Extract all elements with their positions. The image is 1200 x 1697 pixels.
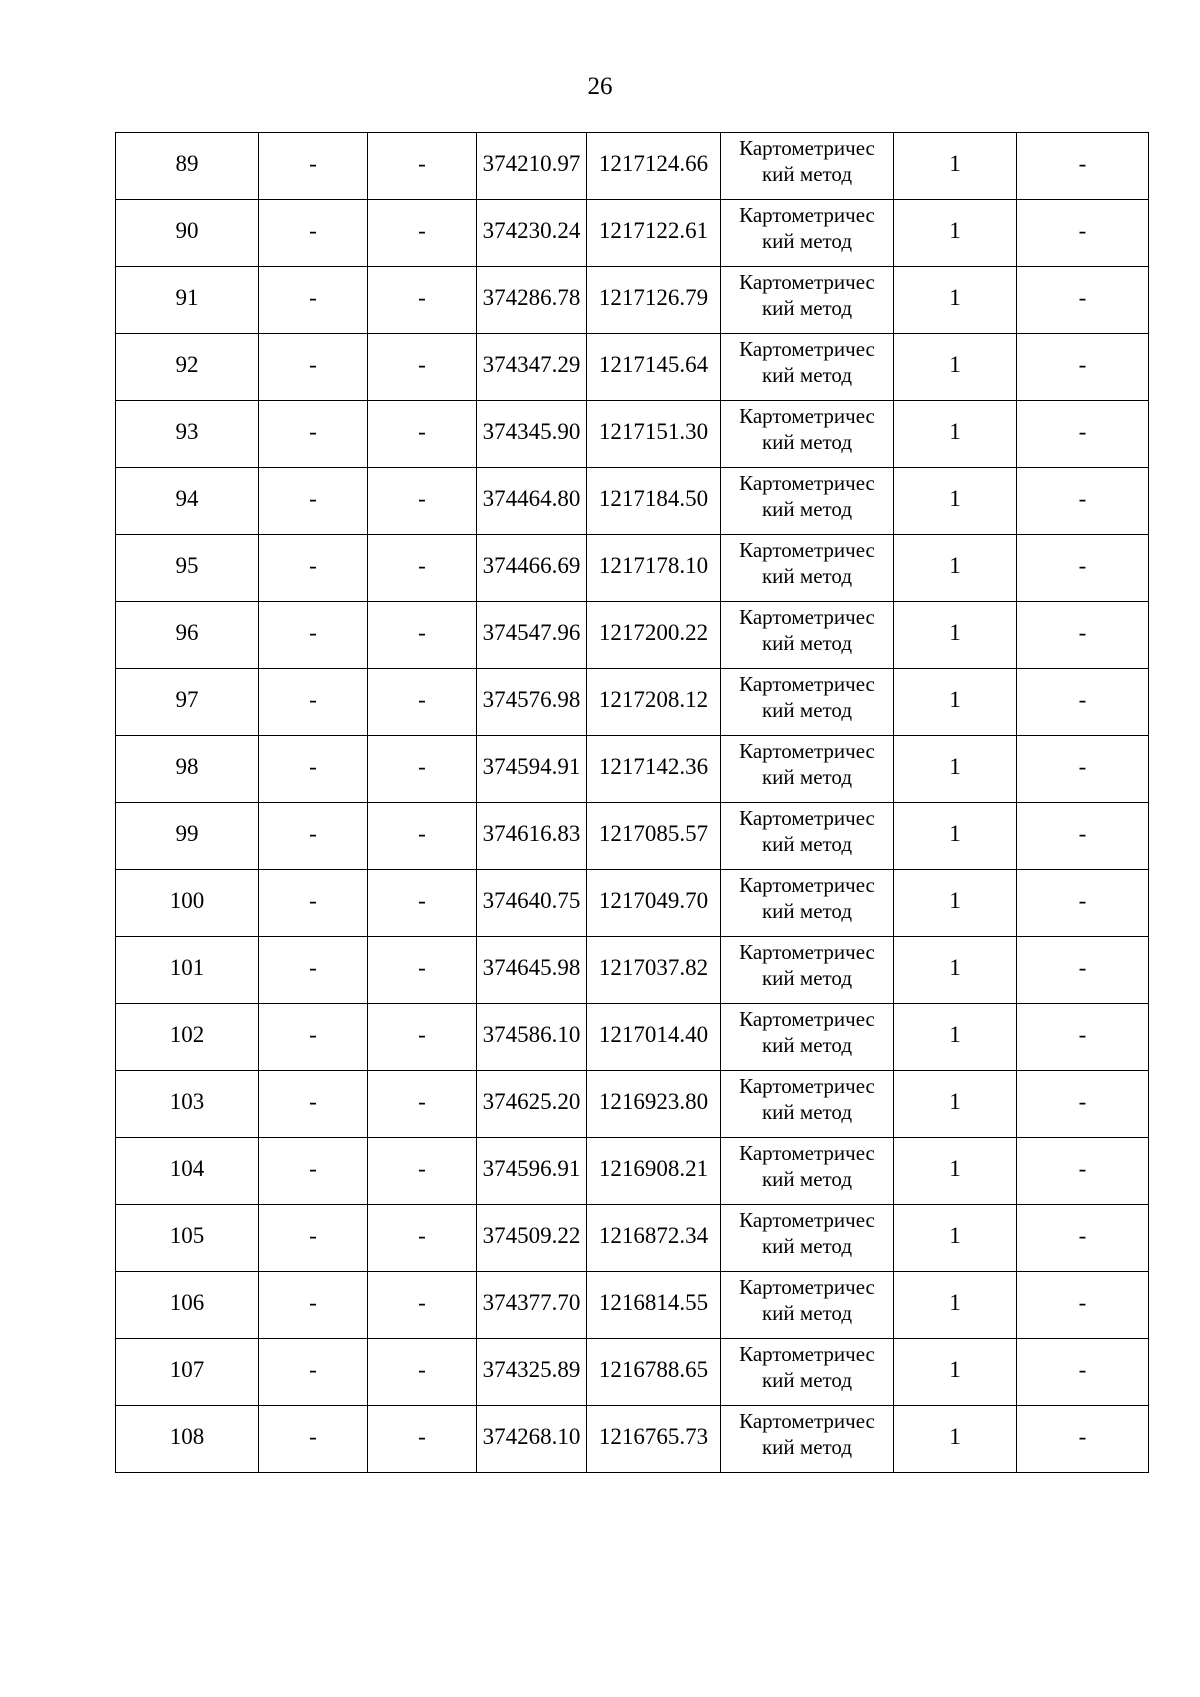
method-line-1: Картометричес: [739, 605, 875, 629]
table-row: [116, 669, 1149, 736]
method-line-1: Картометричес: [739, 1208, 875, 1232]
empty-column-3-cell: -: [368, 870, 477, 937]
x-coordinate-cell: 374268.10: [477, 1406, 587, 1473]
empty-column-3-cell: -: [368, 1138, 477, 1205]
x-coordinate-cell: 374377.70: [477, 1272, 587, 1339]
empty-column-3-cell: -: [368, 468, 477, 535]
y-coordinate-cell: 1217126.79: [587, 267, 721, 334]
point-number-cell: 101: [116, 937, 259, 1004]
x-coordinate-cell: 374230.24: [477, 200, 587, 267]
empty-column-2-cell: -: [259, 937, 368, 1004]
accuracy-cell: 1: [894, 803, 1017, 870]
method-cell: [721, 1205, 894, 1272]
accuracy-cell: 1: [894, 1339, 1017, 1406]
method-cell: [721, 736, 894, 803]
table-row: [116, 736, 1149, 803]
table-row: [116, 1138, 1149, 1205]
table-row: [116, 401, 1149, 468]
x-coordinate-cell: 374594.91: [477, 736, 587, 803]
empty-column-2-cell: -: [259, 1138, 368, 1205]
method-line-1: Картометричес: [739, 471, 875, 495]
method-line-2: кий метод: [761, 631, 853, 655]
x-coordinate-cell: 374645.98: [477, 937, 587, 1004]
method-cell: [721, 1138, 894, 1205]
accuracy-cell: 1: [894, 133, 1017, 200]
method-line-1: Картометричес: [739, 806, 875, 830]
empty-column-2-cell: -: [259, 535, 368, 602]
empty-column-2-cell: -: [259, 133, 368, 200]
x-coordinate-cell: 374286.78: [477, 267, 587, 334]
point-number-cell: 95: [116, 535, 259, 602]
description-cell: -: [1017, 133, 1149, 200]
y-coordinate-cell: 1216908.21: [587, 1138, 721, 1205]
table-row: [116, 1339, 1149, 1406]
table-row: [116, 1205, 1149, 1272]
method-line-2: кий метод: [761, 497, 853, 521]
empty-column-3-cell: -: [368, 133, 477, 200]
description-cell: -: [1017, 937, 1149, 1004]
method-cell: [721, 937, 894, 1004]
accuracy-cell: 1: [894, 870, 1017, 937]
point-number-cell: 108: [116, 1406, 259, 1473]
method-line-1: Картометричес: [739, 1409, 875, 1433]
point-number-cell: 90: [116, 200, 259, 267]
method-cell: [721, 602, 894, 669]
page-number: 26: [587, 73, 613, 100]
empty-column-3-cell: -: [368, 1071, 477, 1138]
method-cell: [721, 468, 894, 535]
x-coordinate-cell: 374576.98: [477, 669, 587, 736]
method-line-1: Картометричес: [739, 270, 875, 294]
x-coordinate-cell: 374466.69: [477, 535, 587, 602]
y-coordinate-cell: 1217124.66: [587, 133, 721, 200]
description-cell: -: [1017, 1272, 1149, 1339]
table-row: [116, 468, 1149, 535]
table-row: [116, 535, 1149, 602]
method-line-2: кий метод: [761, 1167, 853, 1191]
method-line-1: Картометричес: [739, 538, 875, 562]
description-cell: -: [1017, 870, 1149, 937]
method-line-1: Картометричес: [739, 203, 875, 227]
method-line-2: кий метод: [761, 1033, 853, 1057]
method-line-2: кий метод: [761, 698, 853, 722]
method-cell: [721, 200, 894, 267]
method-line-1: Картометричес: [739, 1141, 875, 1165]
y-coordinate-cell: 1216872.34: [587, 1205, 721, 1272]
table-row: [116, 602, 1149, 669]
accuracy-cell: 1: [894, 937, 1017, 1004]
method-line-2: кий метод: [761, 966, 853, 990]
empty-column-3-cell: -: [368, 1004, 477, 1071]
method-line-2: кий метод: [761, 162, 853, 186]
accuracy-cell: 1: [894, 1138, 1017, 1205]
method-line-2: кий метод: [761, 1301, 853, 1325]
empty-column-2-cell: -: [259, 267, 368, 334]
y-coordinate-cell: 1217049.70: [587, 870, 721, 937]
y-coordinate-cell: 1217178.10: [587, 535, 721, 602]
accuracy-cell: 1: [894, 468, 1017, 535]
method-line-1: Картометричес: [739, 672, 875, 696]
y-coordinate-cell: 1217145.64: [587, 334, 721, 401]
method-line-2: кий метод: [761, 1100, 853, 1124]
empty-column-3-cell: -: [368, 937, 477, 1004]
empty-column-3-cell: -: [368, 1339, 477, 1406]
accuracy-cell: 1: [894, 401, 1017, 468]
method-line-2: кий метод: [761, 1368, 853, 1392]
method-cell: [721, 133, 894, 200]
empty-column-2-cell: -: [259, 1272, 368, 1339]
empty-column-3-cell: -: [368, 803, 477, 870]
empty-column-3-cell: -: [368, 736, 477, 803]
table-row: [116, 1406, 1149, 1473]
description-cell: -: [1017, 401, 1149, 468]
x-coordinate-cell: 374596.91: [477, 1138, 587, 1205]
method-cell: [721, 803, 894, 870]
point-number-cell: 104: [116, 1138, 259, 1205]
method-cell: [721, 1406, 894, 1473]
description-cell: -: [1017, 200, 1149, 267]
method-line-2: кий метод: [761, 363, 853, 387]
empty-column-3-cell: -: [368, 1406, 477, 1473]
point-number-cell: 89: [116, 133, 259, 200]
empty-column-2-cell: -: [259, 401, 368, 468]
accuracy-cell: 1: [894, 267, 1017, 334]
empty-column-3-cell: -: [368, 1272, 477, 1339]
x-coordinate-cell: 374347.29: [477, 334, 587, 401]
y-coordinate-cell: 1217085.57: [587, 803, 721, 870]
accuracy-cell: 1: [894, 602, 1017, 669]
description-cell: -: [1017, 1071, 1149, 1138]
method-line-2: кий метод: [761, 1234, 853, 1258]
empty-column-3-cell: -: [368, 200, 477, 267]
point-number-cell: 107: [116, 1339, 259, 1406]
table-body: [116, 133, 1149, 1473]
accuracy-cell: 1: [894, 1406, 1017, 1473]
table-row: [116, 334, 1149, 401]
y-coordinate-cell: 1217122.61: [587, 200, 721, 267]
method-line-1: Картометричес: [739, 1275, 875, 1299]
method-cell: [721, 1071, 894, 1138]
method-line-2: кий метод: [761, 229, 853, 253]
method-cell: [721, 1339, 894, 1406]
empty-column-2-cell: -: [259, 334, 368, 401]
method-line-1: Картометричес: [739, 873, 875, 897]
point-number-cell: 102: [116, 1004, 259, 1071]
point-number-cell: 105: [116, 1205, 259, 1272]
accuracy-cell: 1: [894, 200, 1017, 267]
method-line-1: Картометричес: [739, 739, 875, 763]
table-row: [116, 267, 1149, 334]
point-number-cell: 93: [116, 401, 259, 468]
point-number-cell: 100: [116, 870, 259, 937]
table-row: [116, 803, 1149, 870]
empty-column-2-cell: -: [259, 669, 368, 736]
method-cell: [721, 1272, 894, 1339]
method-cell: [721, 401, 894, 468]
method-cell: [721, 870, 894, 937]
table-row: [116, 200, 1149, 267]
x-coordinate-cell: 374464.80: [477, 468, 587, 535]
empty-column-3-cell: -: [368, 401, 477, 468]
accuracy-cell: 1: [894, 535, 1017, 602]
point-number-cell: 98: [116, 736, 259, 803]
method-line-1: Картометричес: [739, 136, 875, 160]
x-coordinate-cell: 374210.97: [477, 133, 587, 200]
description-cell: -: [1017, 1339, 1149, 1406]
accuracy-cell: 1: [894, 669, 1017, 736]
method-line-1: Картометричес: [739, 1342, 875, 1366]
method-line-2: кий метод: [761, 832, 853, 856]
table-row: [116, 870, 1149, 937]
y-coordinate-cell: 1216814.55: [587, 1272, 721, 1339]
table-row: [116, 937, 1149, 1004]
y-coordinate-cell: 1217208.12: [587, 669, 721, 736]
method-line-1: Картометричес: [739, 940, 875, 964]
empty-column-2-cell: -: [259, 870, 368, 937]
y-coordinate-cell: 1217142.36: [587, 736, 721, 803]
description-cell: -: [1017, 267, 1149, 334]
point-number-cell: 103: [116, 1071, 259, 1138]
table-row: [116, 133, 1149, 200]
point-number-cell: 94: [116, 468, 259, 535]
description-cell: -: [1017, 468, 1149, 535]
method-cell: [721, 1004, 894, 1071]
x-coordinate-cell: 374625.20: [477, 1071, 587, 1138]
y-coordinate-cell: 1216788.65: [587, 1339, 721, 1406]
x-coordinate-cell: 374509.22: [477, 1205, 587, 1272]
method-line-2: кий метод: [761, 1435, 853, 1459]
y-coordinate-cell: 1217151.30: [587, 401, 721, 468]
x-coordinate-cell: 374325.89: [477, 1339, 587, 1406]
method-line-2: кий метод: [761, 296, 853, 320]
y-coordinate-cell: 1217184.50: [587, 468, 721, 535]
empty-column-2-cell: -: [259, 200, 368, 267]
coordinates-table: [115, 132, 1149, 1473]
method-line-1: Картометричес: [739, 1007, 875, 1031]
y-coordinate-cell: 1216765.73: [587, 1406, 721, 1473]
method-line-2: кий метод: [761, 765, 853, 789]
x-coordinate-cell: 374640.75: [477, 870, 587, 937]
empty-column-2-cell: -: [259, 803, 368, 870]
table-row: [116, 1071, 1149, 1138]
point-number-cell: 97: [116, 669, 259, 736]
y-coordinate-cell: 1217037.82: [587, 937, 721, 1004]
point-number-cell: 96: [116, 602, 259, 669]
method-cell: [721, 334, 894, 401]
x-coordinate-cell: 374547.96: [477, 602, 587, 669]
accuracy-cell: 1: [894, 1071, 1017, 1138]
accuracy-cell: 1: [894, 1004, 1017, 1071]
method-line-2: кий метод: [761, 564, 853, 588]
x-coordinate-cell: 374345.90: [477, 401, 587, 468]
empty-column-3-cell: -: [368, 602, 477, 669]
description-cell: -: [1017, 669, 1149, 736]
method-line-1: Картометричес: [739, 404, 875, 428]
empty-column-2-cell: -: [259, 468, 368, 535]
table-row: [116, 1004, 1149, 1071]
description-cell: -: [1017, 334, 1149, 401]
empty-column-2-cell: -: [259, 1004, 368, 1071]
empty-column-3-cell: -: [368, 1205, 477, 1272]
description-cell: -: [1017, 535, 1149, 602]
method-cell: [721, 669, 894, 736]
method-line-2: кий метод: [761, 899, 853, 923]
method-line-2: кий метод: [761, 430, 853, 454]
description-cell: -: [1017, 602, 1149, 669]
point-number-cell: 99: [116, 803, 259, 870]
description-cell: -: [1017, 736, 1149, 803]
description-cell: -: [1017, 1205, 1149, 1272]
empty-column-2-cell: -: [259, 602, 368, 669]
method-line-1: Картометричес: [739, 337, 875, 361]
empty-column-2-cell: -: [259, 1406, 368, 1473]
method-line-1: Картометричес: [739, 1074, 875, 1098]
x-coordinate-cell: 374616.83: [477, 803, 587, 870]
y-coordinate-cell: 1217014.40: [587, 1004, 721, 1071]
accuracy-cell: 1: [894, 736, 1017, 803]
method-cell: [721, 267, 894, 334]
empty-column-2-cell: -: [259, 1205, 368, 1272]
empty-column-3-cell: -: [368, 669, 477, 736]
empty-column-3-cell: -: [368, 334, 477, 401]
description-cell: -: [1017, 803, 1149, 870]
table-row: [116, 1272, 1149, 1339]
point-number-cell: 92: [116, 334, 259, 401]
empty-column-2-cell: -: [259, 1339, 368, 1406]
description-cell: -: [1017, 1406, 1149, 1473]
point-number-cell: 106: [116, 1272, 259, 1339]
empty-column-2-cell: -: [259, 736, 368, 803]
y-coordinate-cell: 1217200.22: [587, 602, 721, 669]
empty-column-3-cell: -: [368, 535, 477, 602]
accuracy-cell: 1: [894, 1205, 1017, 1272]
method-cell: [721, 535, 894, 602]
y-coordinate-cell: 1216923.80: [587, 1071, 721, 1138]
accuracy-cell: 1: [894, 334, 1017, 401]
x-coordinate-cell: 374586.10: [477, 1004, 587, 1071]
empty-column-2-cell: -: [259, 1071, 368, 1138]
description-cell: -: [1017, 1004, 1149, 1071]
description-cell: -: [1017, 1138, 1149, 1205]
point-number-cell: 91: [116, 267, 259, 334]
empty-column-3-cell: -: [368, 267, 477, 334]
accuracy-cell: 1: [894, 1272, 1017, 1339]
